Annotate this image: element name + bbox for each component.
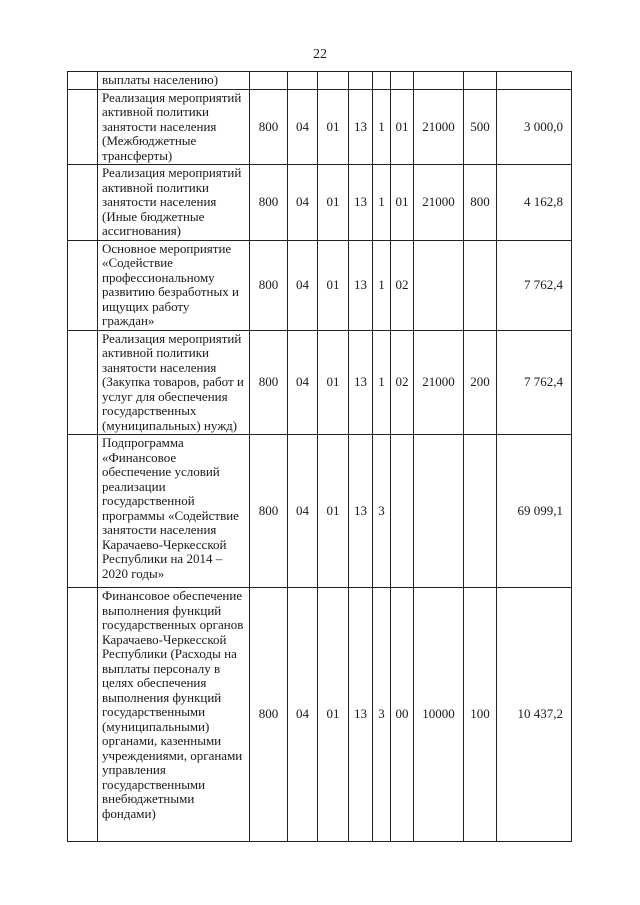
table-row bbox=[68, 89, 572, 165]
row-number-cell bbox=[68, 435, 98, 588]
ministry-code-cell: 800 bbox=[250, 165, 288, 241]
section-code-cell: 04 bbox=[288, 240, 318, 330]
ministry-code-cell: 800 bbox=[250, 89, 288, 165]
section-code-cell: 04 bbox=[288, 89, 318, 165]
table-row bbox=[68, 240, 572, 330]
row-number-cell bbox=[68, 330, 98, 435]
event-code-cell: 02 bbox=[391, 240, 414, 330]
program-code-cell: 13 bbox=[349, 330, 373, 435]
subsection-code-cell: 01 bbox=[318, 89, 349, 165]
row-number-cell bbox=[68, 588, 98, 842]
amount-cell bbox=[497, 72, 572, 90]
section-code-cell: 04 bbox=[288, 435, 318, 588]
event-code-cell: 02 bbox=[391, 330, 414, 435]
expense-type-cell bbox=[464, 240, 497, 330]
program-code-cell bbox=[349, 72, 373, 90]
ministry-code-cell: 800 bbox=[250, 240, 288, 330]
subprogram-code-cell: 3 bbox=[373, 588, 391, 842]
row-number-cell bbox=[68, 240, 98, 330]
direction-code-cell: 10000 bbox=[414, 588, 464, 842]
table-row bbox=[68, 330, 572, 435]
event-code-cell: 01 bbox=[391, 89, 414, 165]
amount-cell: 4 162,8 bbox=[497, 165, 572, 241]
event-code-cell: 00 bbox=[391, 588, 414, 842]
event-code-cell bbox=[391, 72, 414, 90]
subprogram-code-cell: 1 bbox=[373, 89, 391, 165]
row-number-cell bbox=[68, 72, 98, 90]
item-name-cell: Основное мероприятие «Содействие профессиональному развитию безработных и ищущих работу граждан» bbox=[98, 240, 250, 330]
subprogram-code-cell: 1 bbox=[373, 330, 391, 435]
subsection-code-cell: 01 bbox=[318, 240, 349, 330]
expense-type-cell bbox=[464, 72, 497, 90]
section-code-cell: 04 bbox=[288, 588, 318, 842]
subprogram-code-cell: 3 bbox=[373, 435, 391, 588]
section-code-cell: 04 bbox=[288, 330, 318, 435]
table-row bbox=[68, 435, 572, 588]
amount-cell: 7 762,4 bbox=[497, 330, 572, 435]
direction-code-cell bbox=[414, 435, 464, 588]
amount-cell: 3 000,0 bbox=[497, 89, 572, 165]
program-code-cell: 13 bbox=[349, 240, 373, 330]
program-code-cell: 13 bbox=[349, 435, 373, 588]
expense-type-cell: 800 bbox=[464, 165, 497, 241]
subsection-code-cell bbox=[318, 72, 349, 90]
item-name-cell: Реализация мероприятий активной политики занятости населения (Межбюджетные трансферты) bbox=[98, 89, 250, 165]
table-row bbox=[68, 72, 572, 90]
budget-table bbox=[67, 71, 572, 842]
subsection-code-cell: 01 bbox=[318, 435, 349, 588]
subprogram-code-cell bbox=[373, 72, 391, 90]
subsection-code-cell: 01 bbox=[318, 165, 349, 241]
table-row bbox=[68, 165, 572, 241]
expense-type-cell: 500 bbox=[464, 89, 497, 165]
direction-code-cell bbox=[414, 72, 464, 90]
amount-cell: 7 762,4 bbox=[497, 240, 572, 330]
ministry-code-cell bbox=[250, 72, 288, 90]
program-code-cell: 13 bbox=[349, 588, 373, 842]
direction-code-cell bbox=[414, 240, 464, 330]
row-number-cell bbox=[68, 165, 98, 241]
amount-cell: 10 437,2 bbox=[497, 588, 572, 842]
subprogram-code-cell: 1 bbox=[373, 165, 391, 241]
expense-type-cell bbox=[464, 435, 497, 588]
event-code-cell bbox=[391, 435, 414, 588]
subsection-code-cell: 01 bbox=[318, 330, 349, 435]
program-code-cell: 13 bbox=[349, 89, 373, 165]
row-number-cell bbox=[68, 89, 98, 165]
page-number: 22 bbox=[313, 47, 327, 62]
direction-code-cell: 21000 bbox=[414, 165, 464, 241]
direction-code-cell: 21000 bbox=[414, 330, 464, 435]
item-name-cell: Подпрограмма «Финансовое обеспечение условий реализации государственной программы «Содействие занятости населения Карачаево-Черкесской Республики на 2014 – 2020 годы» bbox=[98, 435, 250, 588]
direction-code-cell: 21000 bbox=[414, 89, 464, 165]
section-code-cell bbox=[288, 72, 318, 90]
table-row bbox=[68, 588, 572, 842]
item-name-cell: Реализация мероприятий активной политики занятости населения (Закупка товаров, работ и услуг для обеспечения государственных (муниципальных) нужд) bbox=[98, 330, 250, 435]
item-name-cell: Реализация мероприятий активной политики занятости населения (Иные бюджетные ассигнования) bbox=[98, 165, 250, 241]
subsection-code-cell: 01 bbox=[318, 588, 349, 842]
item-name-cell: Финансовое обеспечение выполнения функций государственных органов Карачаево-Черкесской Республики (Расходы на выплаты персоналу в целях обеспечения выполнения функций государственными (муниципальными) органами, казенными учреждениями, органами управления государственными внебюджетными фондами) bbox=[98, 588, 250, 842]
ministry-code-cell: 800 bbox=[250, 330, 288, 435]
event-code-cell: 01 bbox=[391, 165, 414, 241]
expense-type-cell: 200 bbox=[464, 330, 497, 435]
section-code-cell: 04 bbox=[288, 165, 318, 241]
subprogram-code-cell: 1 bbox=[373, 240, 391, 330]
program-code-cell: 13 bbox=[349, 165, 373, 241]
amount-cell: 69 099,1 bbox=[497, 435, 572, 588]
item-name-cell: выплаты населению) bbox=[98, 72, 250, 90]
ministry-code-cell: 800 bbox=[250, 588, 288, 842]
ministry-code-cell: 800 bbox=[250, 435, 288, 588]
expense-type-cell: 100 bbox=[464, 588, 497, 842]
